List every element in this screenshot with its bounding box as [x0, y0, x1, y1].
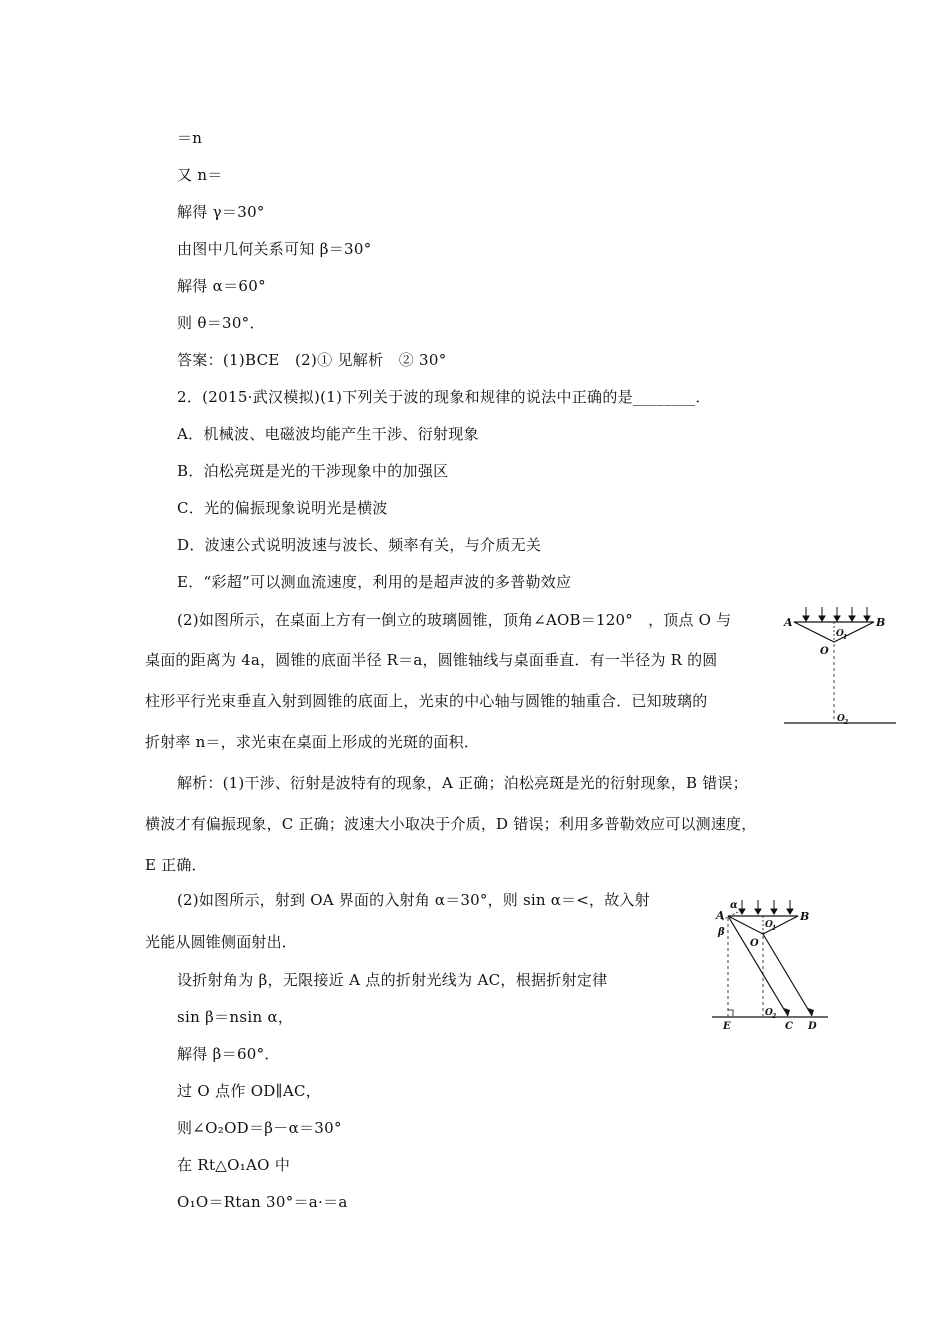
label-o: O — [750, 938, 759, 949]
label-o2-sub: 2 — [844, 719, 849, 726]
question-part2-line: (2)如图所示，在桌面上方有一倒立的玻璃圆锥，顶角∠AOB＝120° ，顶点 O 与 — [177, 611, 732, 629]
label-o2: O — [765, 1008, 773, 1018]
label-c: C — [785, 1021, 793, 1032]
answer-line: 答案：(1)BCE (2)① 见解析 ② 30° — [177, 351, 447, 369]
label-a: A — [716, 909, 725, 922]
label-o1: O — [765, 920, 773, 930]
option-e: E．“彩超”可以测血流速度，利用的是超声波的多普勒效应 — [177, 573, 572, 591]
label-o2: O — [837, 714, 845, 724]
label-beta: β — [718, 927, 725, 938]
question-title: 2．(2015·武汉模拟)(1)下列关于波的现象和规律的说法中正确的是________． — [177, 388, 711, 406]
label-a: A — [784, 616, 793, 629]
label-o1: O — [836, 629, 844, 639]
text-line: 又 n＝ — [177, 166, 223, 184]
analysis-line: 横波才有偏振现象，C 正确；波速大小取决于介质，D 错误；利用多普勒效应可以测速度， — [145, 815, 757, 833]
analysis-line: 在 Rt△O₁AO 中 — [177, 1156, 291, 1174]
label-b: B — [800, 910, 810, 923]
label-d: D — [808, 1021, 817, 1032]
text-line: 解得 γ＝30° — [177, 203, 265, 221]
label-o: O — [820, 646, 829, 657]
label-e: E — [723, 1021, 731, 1032]
analysis-line: 解析：(1)干涉、衍射是波特有的现象，A 正确；泊松亮斑是光的衍射现象，B 错误； — [177, 774, 748, 792]
option-a: A．机械波、电磁波均能产生干涉、衍射现象 — [177, 425, 479, 443]
refraction-figure — [708, 894, 832, 1034]
analysis-line: O₁O＝Rtan 30°＝a·＝a — [177, 1193, 348, 1211]
option-b: B．泊松亮斑是光的干涉现象中的加强区 — [177, 462, 449, 480]
analysis-line: (2)如图所示，射到 OA 界面的入射角 α＝30°，则 sin α＝<，故入射 — [177, 891, 650, 909]
analysis-line: 光能从圆锥侧面射出． — [145, 933, 298, 951]
option-c: C．光的偏振现象说明光是横波 — [177, 499, 388, 517]
analysis-line: E 正确． — [145, 856, 207, 874]
analysis-line: 则∠O₂OD＝β－α＝30° — [177, 1119, 342, 1137]
label-o1-sub: 1 — [772, 925, 777, 932]
question-part2-line: 折射率 n＝，求光束在桌面上形成的光斑的面积． — [145, 733, 480, 751]
text-line: 则 θ＝30°． — [177, 314, 265, 332]
text-line: 由图中几何关系可知 β＝30° — [177, 240, 372, 258]
label-o2-sub: 2 — [772, 1013, 777, 1020]
question-part2-line: 桌面的距离为 4a，圆锥的底面半径 R＝a，圆锥轴线与桌面垂直．有一半径为 R 的圆 — [145, 651, 718, 669]
question-part2-line: 柱形平行光束垂直入射到圆锥的底面上，光束的中心轴与圆锥的轴重合．已知玻璃的 — [145, 692, 708, 710]
analysis-line: 设折射角为 β，无限接近 A 点的折射光线为 AC，根据折射定律 — [177, 971, 608, 989]
analysis-line: sin β＝nsin α， — [177, 1008, 294, 1026]
cone-figure — [780, 602, 900, 728]
text-line: 解得 α＝60° — [177, 277, 266, 295]
label-o1-sub: 1 — [843, 634, 848, 641]
option-d: D．波速公式说明波速与波长、频率有关，与介质无关 — [177, 536, 542, 554]
text-line: ＝n — [177, 129, 203, 147]
label-alpha: α — [730, 900, 738, 911]
label-b: B — [876, 616, 886, 629]
analysis-line: 解得 β＝60°． — [177, 1045, 280, 1063]
analysis-line: 过 O 点作 OD∥AC， — [177, 1082, 322, 1100]
